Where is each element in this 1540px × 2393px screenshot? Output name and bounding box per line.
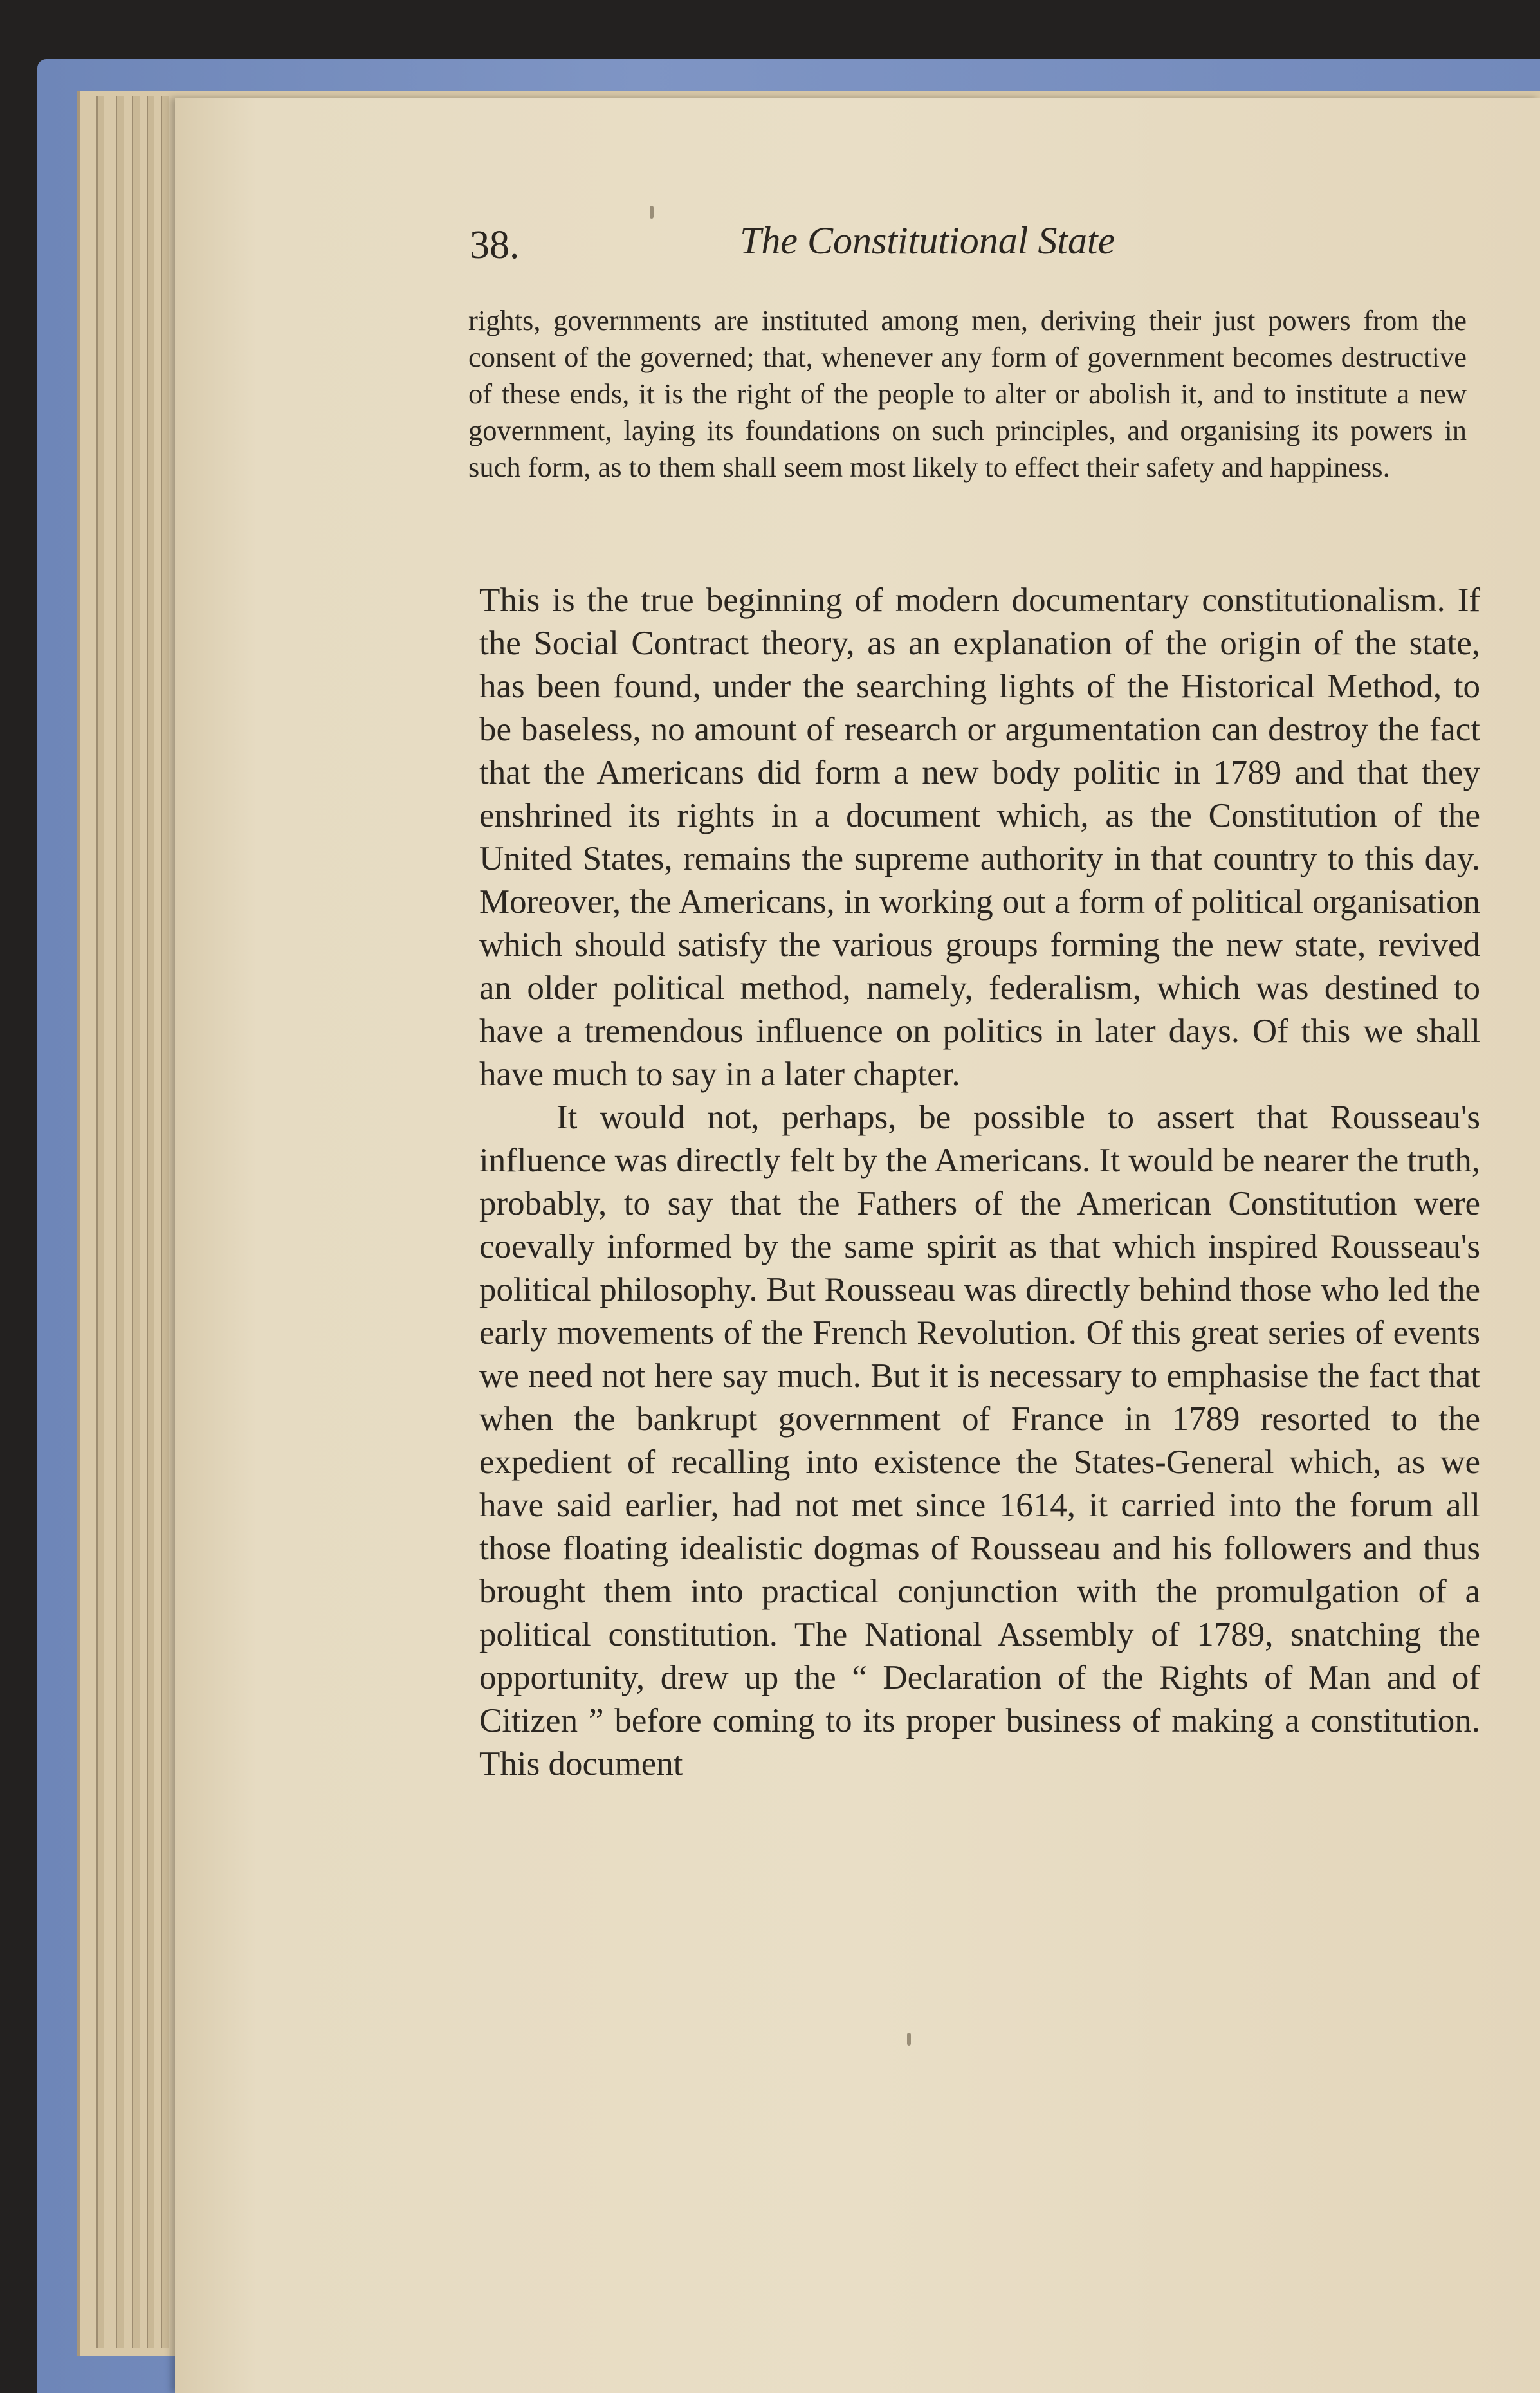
paper-blemish — [650, 206, 654, 219]
page-edge — [96, 96, 104, 2348]
page-edge — [161, 96, 169, 2348]
page-edge — [116, 96, 124, 2348]
quoted-passage: rights, governments are instituted among men, deriving their just powers from the consent of the governed; that, whenever any form of government becomes destructive of these ends, it is the right of the people to alter or abolish it, and to institute a new government, laying its foundations on such principles, and organising its powers in such form, as to them shall seem most likely to effect their safety and happiness. — [468, 304, 1467, 483]
page-number: 38. — [470, 223, 520, 267]
paragraph: It would not, perhaps, be possible to assert that Rousseau's influence was directly felt by the Americans. It would be nearer the truth, probably, to say that the Fathers of the American Constitution were coevally informed by the same spirit as that which inspired Rousseau's political philosophy. But Rousseau was directly behind those who led the early movements of the French Revolution. Of this great series of events we need not here say much. But it is necessary to emphasise the fact that when the bankrupt government of France in 1789 resorted to the expedient of recalling into existence the States-General which, as we have said earlier, had not met since 1614, it carried into the forum all those floating idealistic dogmas of Rousseau and his followers and thus brought them into practical conjunction with the promulgation of a political constitution. The National Assembly of 1789, snatching the opportunity, drew up the “ Declaration of the Rights of Man and of Citizen ” before coming to its proper business of making a constitution. This document — [479, 1099, 1480, 1783]
page-edge — [132, 96, 140, 2348]
page-header — [470, 219, 1473, 283]
running-title: The Constitutional State — [740, 219, 1115, 262]
paper-blemish — [907, 2033, 911, 2046]
paragraph: This is the true beginning of modern documentary constitutionalism. If the Social Contract theory, as an explanation of the origin of the state, has been found, under the searching lights of the Historical Method, to be baseless, no amount of research or argumentation can destroy the fact that the Americans did form a new body politic in 1789 and that they enshrined its rights in a document which, as the Constitution of the United States, remains the supreme authority in that country to this day. Moreover, the Americans, in working out a form of political organisation which should satisfy the various groups forming the new state, revived an older political method, namely, federalism, which was destined to have a tremendous influence on politics in later days. Of this we shall have much to say in a later chapter. — [479, 582, 1480, 1093]
page-edge — [147, 96, 154, 2348]
body-text — [479, 579, 1480, 1786]
